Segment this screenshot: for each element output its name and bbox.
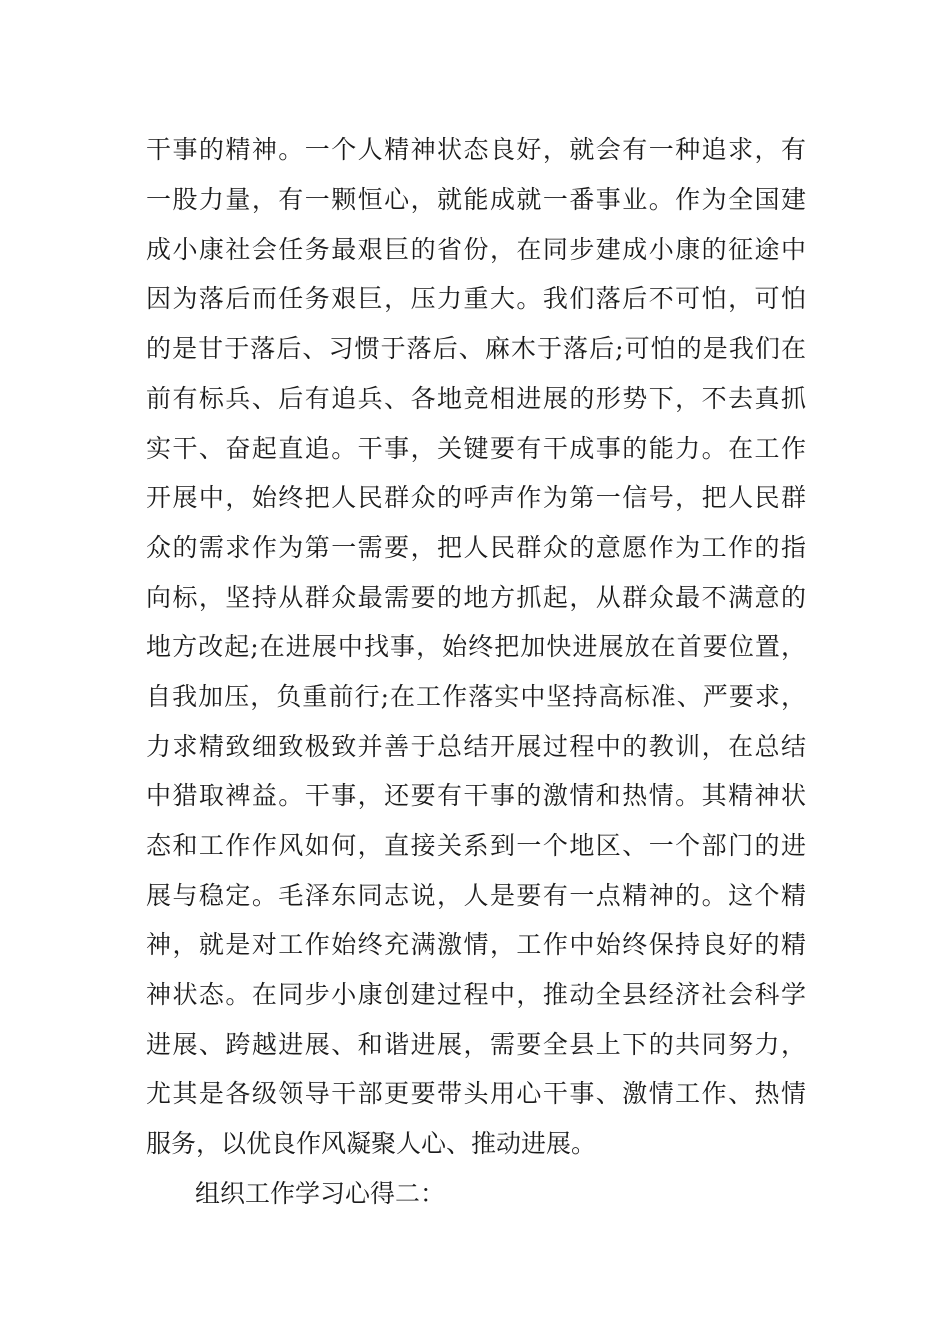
body-text-line: 态和工作作风如何，直接关系到一个地区、一个部门的进 [146,831,806,860]
body-text-line: 自我加压，负重前行;在工作落实中坚持高标准、严要求， [146,682,806,711]
body-text-line: 展与稳定。毛泽东同志说，人是要有一点精神的。这个精 [146,881,806,910]
body-text-line: 一股力量，有一颗恒心，就能成就一番事业。作为全国建 [146,185,806,214]
body-text-line: 神，就是对工作始终充满激情，工作中始终保持良好的精 [146,930,806,959]
body-text-line: 干事的精神。一个人精神状态良好，就会有一种追求，有 [146,135,806,164]
body-text-line: 力求精致细致极致并善于总结开展过程中的教训，在总结 [146,732,806,761]
body-text-line: 神状态。在同步小康创建过程中，推动全县经济社会科学 [146,980,806,1009]
body-text-line: 因为落后而任务艰巨，压力重大。我们落后不可怕，可怕 [146,284,806,313]
body-text-line: 开展中，始终把人民群众的呼声作为第一信号，把人民群 [146,483,806,512]
body-text-line: 众的需求作为第一需要，把人民群众的意愿作为工作的指 [146,533,806,562]
body-text-line: 前有标兵、后有追兵、各地竞相进展的形势下，不去真抓 [146,384,806,413]
body-text-line: 尤其是各级领导干部更要带头用心干事、激情工作、热情 [146,1079,806,1108]
body-text-line: 服务，以优良作风凝聚人心、推动进展。 [146,1129,597,1158]
body-text-line: 向标，坚持从群众最需要的地方抓起，从群众最不满意的 [146,583,806,612]
section-heading: 组织工作学习心得二： [195,1179,446,1208]
body-text-line: 中猎取裨益。干事，还要有干事的激情和热情。其精神状 [146,781,806,810]
body-text-line: 实干、奋起直追。干事，关键要有干成事的能力。在工作 [146,434,806,463]
body-text-line: 地方改起;在进展中找事，始终把加快进展放在首要位置， [146,632,806,661]
body-text-line: 成小康社会任务最艰巨的省份，在同步建成小康的征途中 [146,235,806,264]
body-text-line: 的是甘于落后、习惯于落后、麻木于落后;可怕的是我们在 [146,334,806,363]
body-text-line: 进展、跨越进展、和谐进展，需要全县上下的共同努力， [146,1030,806,1059]
